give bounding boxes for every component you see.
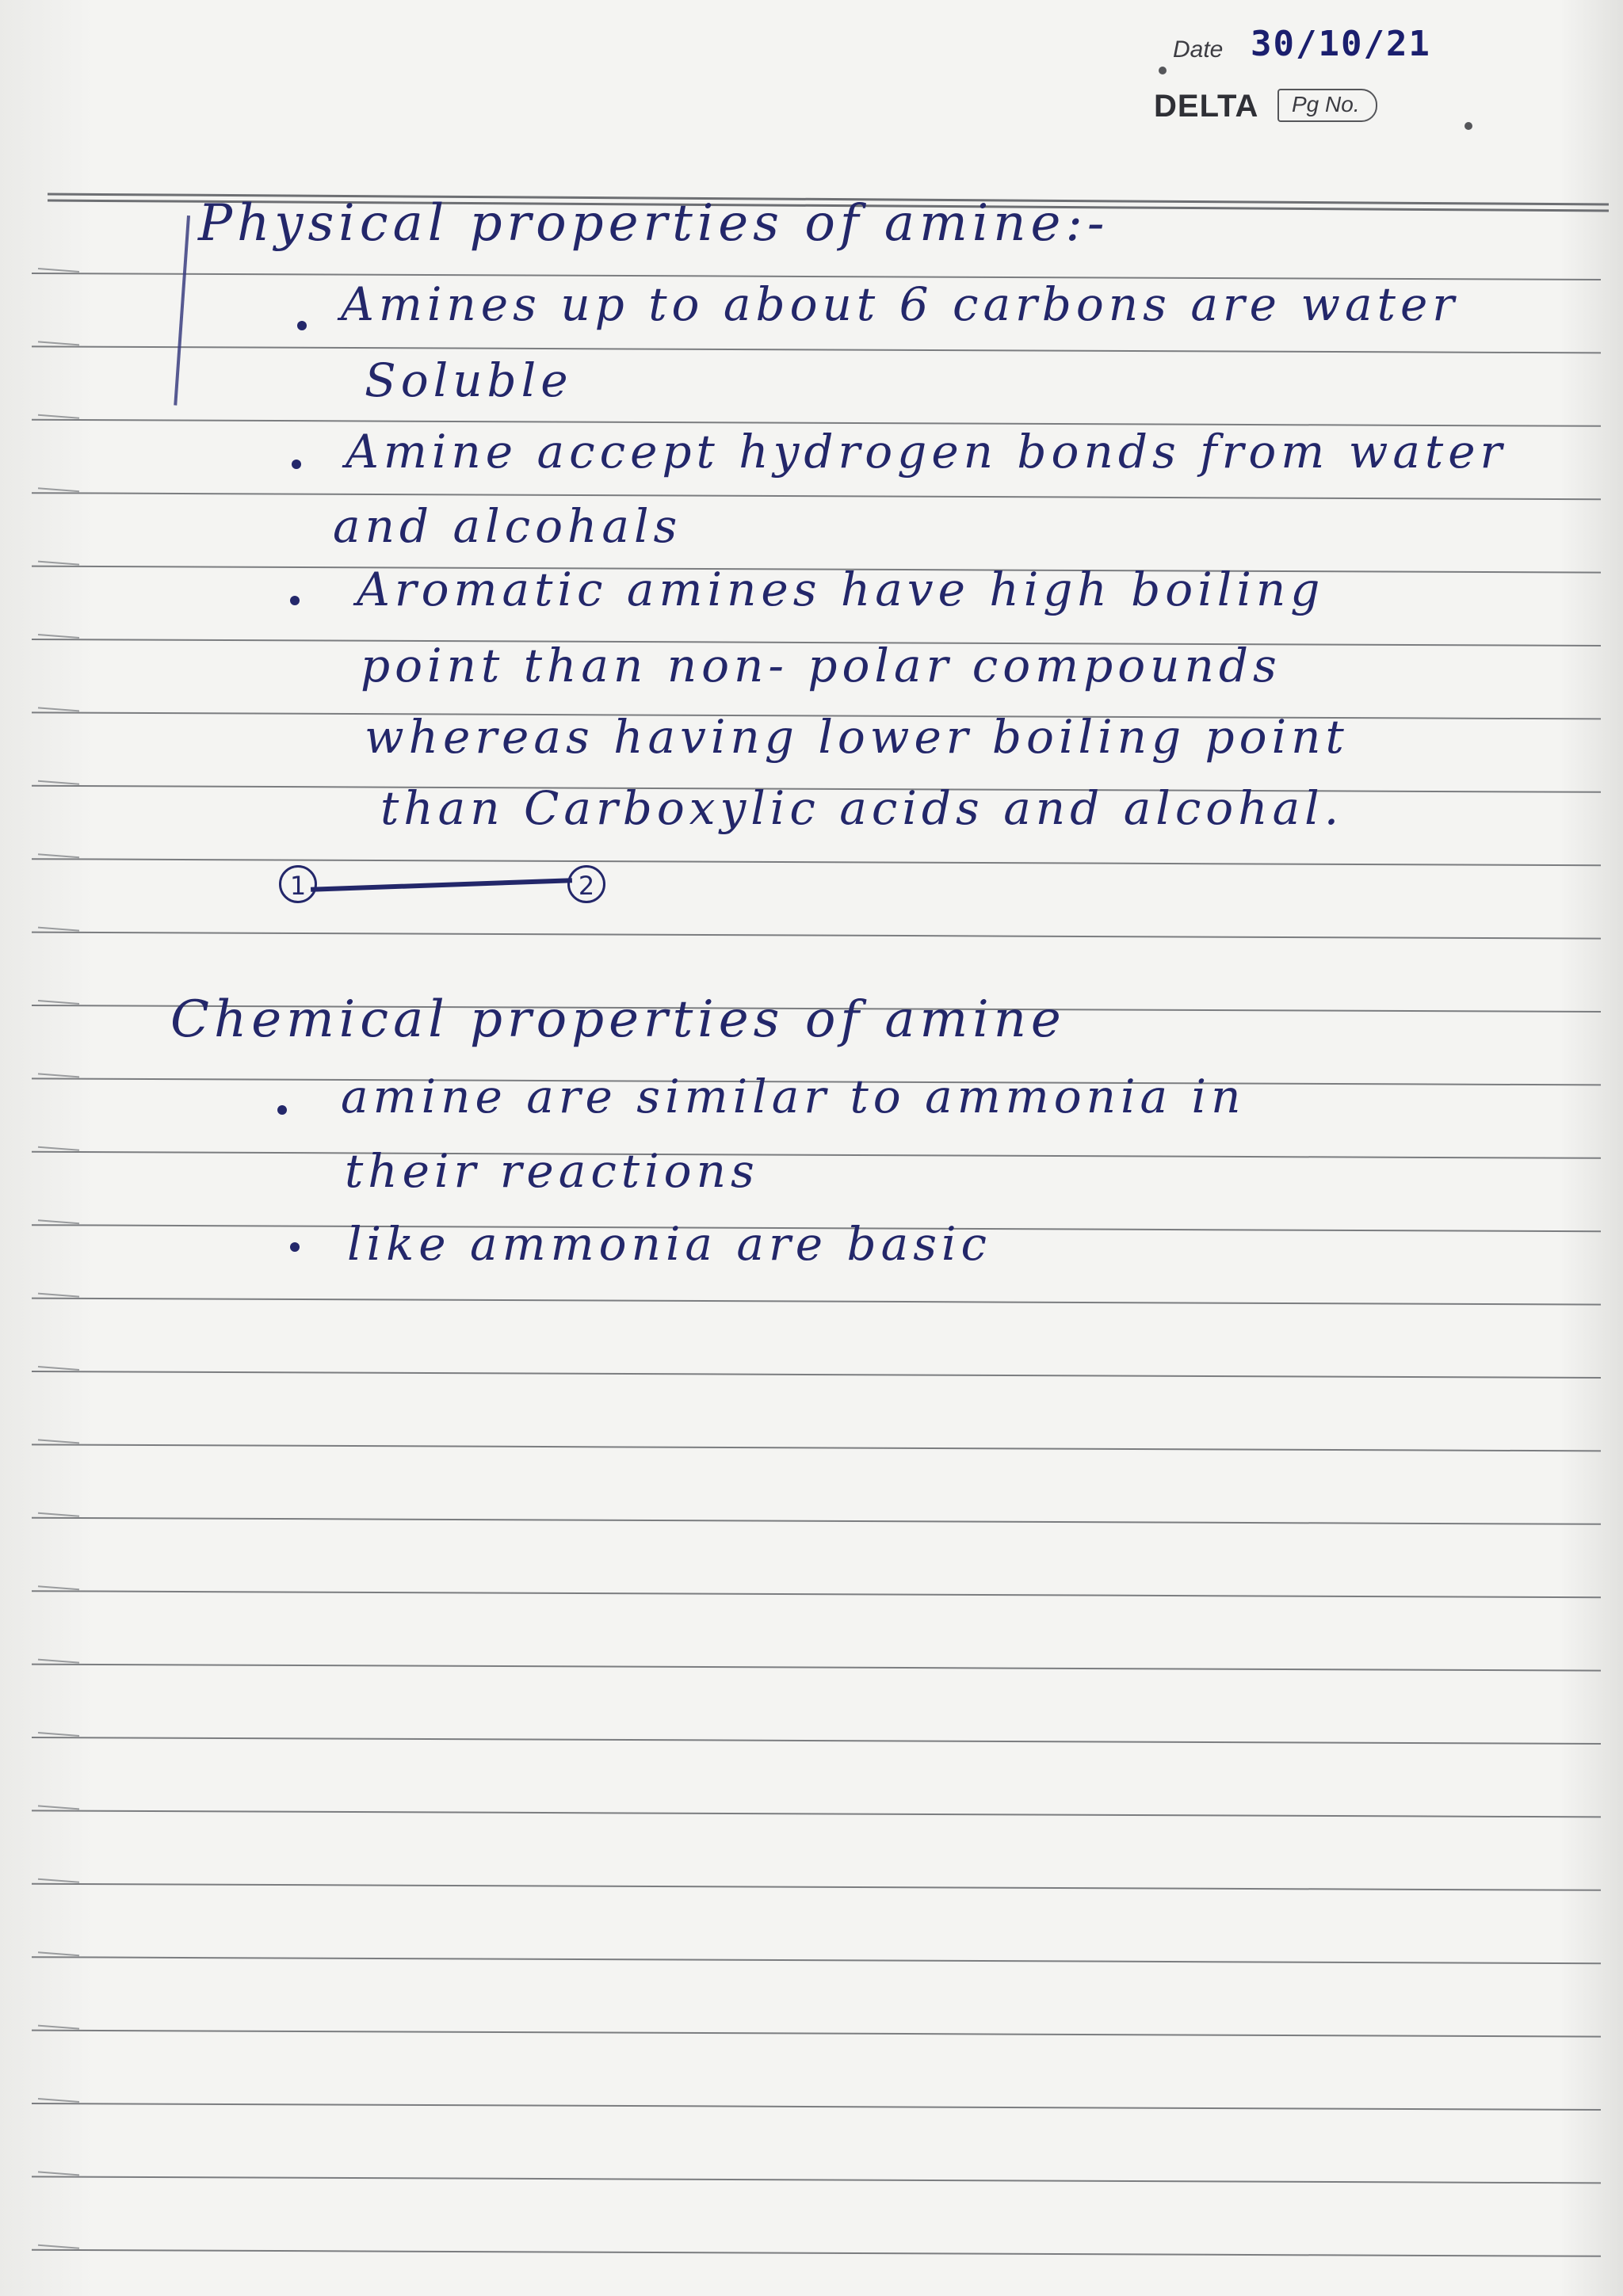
text-line: Aromatic amines have high boiling: [357, 563, 1325, 616]
ruled-line: [32, 1737, 1601, 1744]
section-title-chemical: Chemical properties of amine: [170, 990, 1066, 1049]
ruled-line: [32, 933, 1601, 939]
bullet: [277, 1105, 287, 1115]
ruled-line: [32, 1152, 1601, 1158]
text-line: Amines up to about 6 carbons are water: [341, 277, 1459, 331]
margin-tick: [38, 1806, 79, 1809]
margin-tick: [38, 1440, 79, 1443]
circled-number-2: 2: [567, 865, 605, 903]
margin-tick: [38, 1294, 79, 1297]
margin-tick: [38, 781, 79, 784]
page-number-box: [1277, 89, 1377, 122]
margin-tick: [38, 562, 79, 565]
margin-tick: [38, 2245, 79, 2248]
ruled-line: [32, 493, 1601, 499]
header-dot-right: [1465, 122, 1472, 130]
margin-tick: [38, 635, 79, 638]
margin-tick: [38, 2172, 79, 2175]
margin-tick: [38, 2026, 79, 2029]
brand-name: DELTA: [1154, 89, 1259, 124]
date-label: Date: [1173, 36, 1224, 63]
margin-tick: [38, 269, 79, 272]
ruled-line: [32, 1299, 1601, 1305]
margin-tick: [38, 1586, 79, 1589]
ruled-line: [32, 2250, 1601, 2256]
margin-tick: [38, 1660, 79, 1663]
page-number-label: Pg No.: [1292, 92, 1360, 116]
ruled-line: [32, 859, 1601, 865]
margin-tick: [38, 415, 79, 418]
text-line: their reactions: [345, 1144, 759, 1198]
ruled-line: [32, 1810, 1601, 1817]
ruled-line: [32, 1371, 1601, 1378]
ruled-line: [32, 1884, 1601, 1890]
margin-tick: [38, 1001, 79, 1004]
margin-tick: [38, 1513, 79, 1516]
ruled-line: [32, 2103, 1601, 2110]
ruled-line: [32, 2176, 1601, 2183]
margin-tick: [38, 707, 79, 711]
margin-tick: [38, 1220, 79, 1223]
margin-tick: [38, 341, 79, 345]
text-line: Soluble: [365, 353, 573, 407]
section-title-physical: Physical properties of amine:-: [198, 194, 1109, 253]
ruled-line: [32, 1665, 1601, 1671]
text-line: like ammonia are basic: [347, 1217, 991, 1271]
margin-tick: [38, 928, 79, 931]
bullet: [290, 1242, 300, 1252]
circled-number-1: 1: [279, 865, 317, 903]
text-line: and alcohals: [333, 499, 682, 553]
ruled-line: [32, 346, 1601, 353]
margin-tick: [38, 854, 79, 857]
margin-tick: [38, 1879, 79, 1882]
text-line: than Carboxylic acids and alcohal.: [380, 781, 1344, 835]
ruled-line: [32, 1444, 1601, 1451]
text-line: point than non- polar compounds: [361, 639, 1281, 692]
page-header: [1149, 24, 1482, 135]
margin-tick: [38, 1952, 79, 1955]
bullet: [292, 460, 301, 469]
text-line: amine are similar to ammonia in: [341, 1070, 1246, 1123]
text-line: whereas having lower boiling point: [365, 710, 1349, 764]
ruled-line: [32, 1518, 1601, 1524]
margin-tick: [38, 1074, 79, 1077]
margin-tick: [38, 2099, 79, 2102]
ruled-line: [32, 1957, 1601, 1963]
header-dot: [1159, 67, 1167, 74]
text-line: Amine accept hydrogen bonds from water: [346, 425, 1507, 479]
margin-tick: [38, 1147, 79, 1150]
date-value: 30/10/21: [1251, 24, 1431, 64]
bullet: [290, 596, 300, 605]
ruled-line: [32, 2031, 1601, 2037]
margin-tick: [38, 1733, 79, 1736]
margin-tick: [38, 488, 79, 491]
ruled-line: [32, 1591, 1601, 1597]
bullet: [297, 321, 307, 330]
margin-tick: [38, 1367, 79, 1370]
